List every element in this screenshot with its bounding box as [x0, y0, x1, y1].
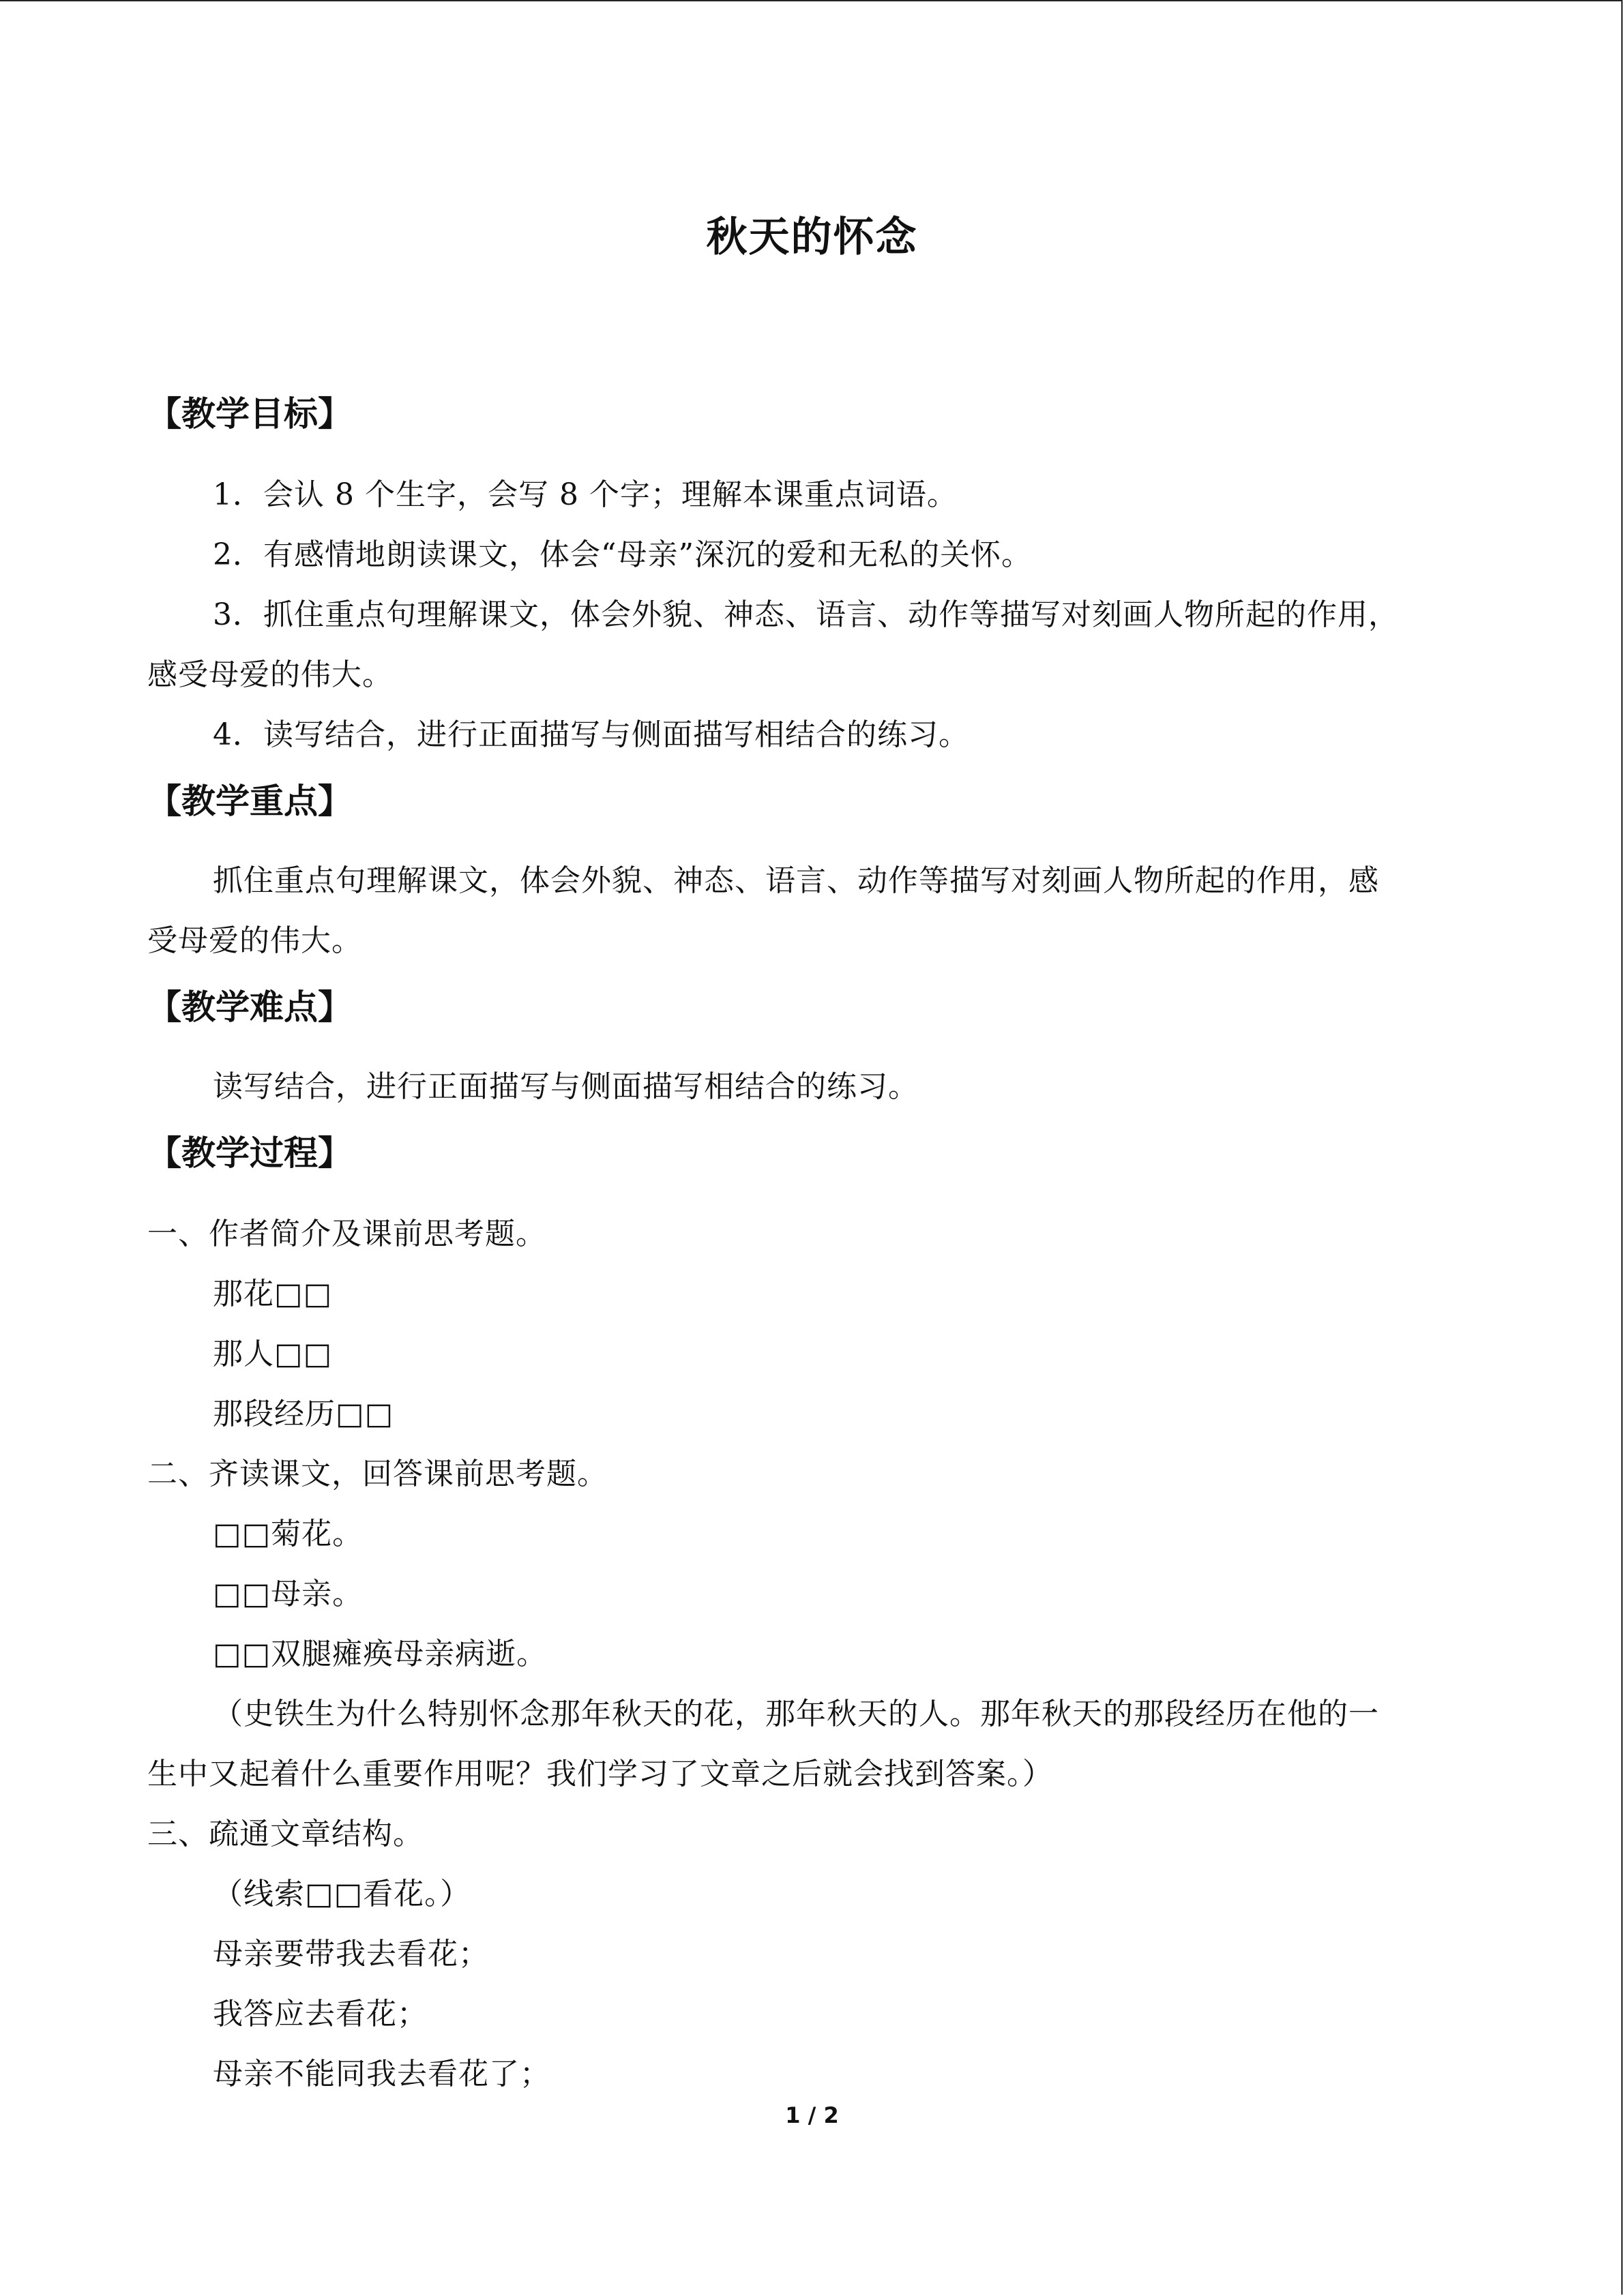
goal-item-1: 1．会认 8 个生字，会写 8 个字；理解本课重点词语。 — [213, 477, 958, 512]
process-item: （线索□□看花。） — [213, 1877, 471, 1911]
process-item: □□菊花。 — [213, 1517, 364, 1551]
process-note-line-2: 生中又起着什么重要作用呢？我们学习了文章之后就会找到答案。） — [147, 1757, 1053, 1791]
process-item: 我答应去看花； — [213, 1997, 428, 2031]
process-item: 那人□□ — [213, 1337, 333, 1371]
key-points-line-1: 抓住重点句理解课文，体会外貌、神态、语言、动作等描写对刻画人物所起的作用，感 — [213, 863, 1379, 898]
goal-item-4: 4．读写结合，进行正面描写与侧面描写相结合的练习。 — [213, 717, 969, 752]
key-points-line-2: 受母爱的伟大。 — [147, 923, 362, 958]
document-title: 秋天的怀念 — [706, 213, 918, 261]
process-item: □□母亲。 — [213, 1577, 364, 1611]
process-item: 那花□□ — [213, 1277, 333, 1311]
process-item: 母亲不能同我去看花了； — [213, 2057, 550, 2091]
process-step-3: 三、疏通文章结构。 — [147, 1817, 424, 1851]
difficulties-line-1: 读写结合，进行正面描写与侧面描写相结合的练习。 — [213, 1069, 919, 1104]
heading-process: 【教学过程】 — [147, 1133, 352, 1173]
process-item: 那段经历□□ — [213, 1397, 394, 1431]
heading-teaching-goals: 【教学目标】 — [147, 394, 352, 434]
process-step-2: 二、齐读课文，回答课前思考题。 — [147, 1457, 608, 1491]
process-note-line-1: （史铁生为什么特别怀念那年秋天的花，那年秋天的人。那年秋天的那段经历在他的一 — [213, 1697, 1379, 1731]
goal-item-2: 2．有感情地朗读课文，体会“母亲”深沉的爱和无私的关怀。 — [213, 537, 1032, 572]
page-number: 1 / 2 — [785, 2102, 839, 2128]
process-item: 母亲要带我去看花； — [213, 1937, 489, 1971]
heading-difficulties: 【教学难点】 — [147, 987, 352, 1027]
goal-item-3-continued: 感受母爱的伟大。 — [147, 657, 393, 692]
process-step-1: 一、作者简介及课前思考题。 — [147, 1217, 546, 1251]
heading-key-points: 【教学重点】 — [147, 781, 352, 821]
goal-item-3: 3．抓住重点句理解课文，体会外貌、神态、语言、动作等描写对刻画人物所起的作用， — [213, 597, 1399, 632]
process-item: □□双腿瘫痪母亲病逝。 — [213, 1637, 548, 1671]
